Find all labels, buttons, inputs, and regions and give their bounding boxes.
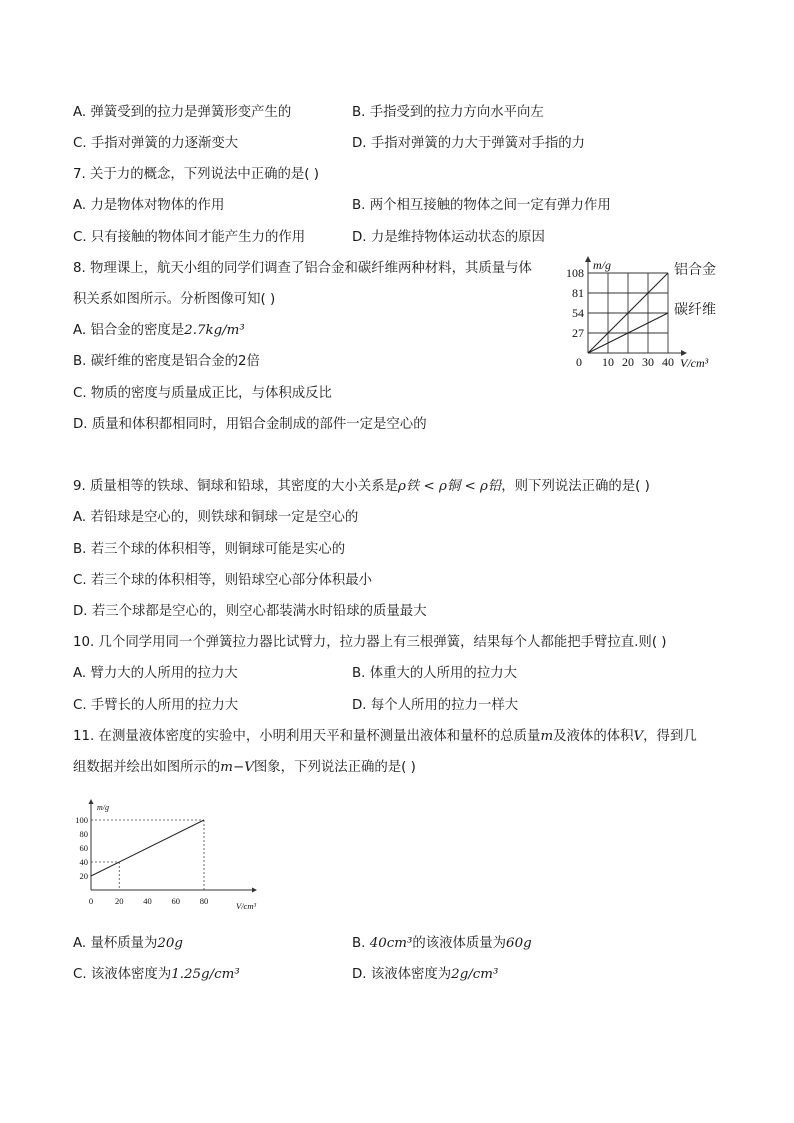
q10-option-b: B. 体重大的人所用的拉力大 <box>352 666 517 681</box>
x-tick-label: 0 <box>576 355 582 369</box>
q11-option-d <box>352 966 498 984</box>
x-tick-label: 20 <box>622 355 634 369</box>
q7-option-d: D. 力是维持物体运动状态的原因 <box>352 230 545 245</box>
y-axis-arrow <box>89 799 94 804</box>
q11-option-b-mass: 60g <box>506 936 532 951</box>
x-axis-arrow <box>252 888 257 893</box>
q11-option-a <box>73 935 183 953</box>
density-chart-aluminum-carbon <box>555 252 735 376</box>
q11-option-c-value: 1.25g/cm³ <box>171 967 240 982</box>
q9-stem-tail: ，则下列说法正确的是( ) <box>501 479 650 494</box>
y-tick-label: 100 <box>75 815 88 825</box>
q9-stem <box>73 478 650 496</box>
q11-stem-mid: 及液体的体积 <box>553 729 634 744</box>
q10-stem: 10. 几个同学用同一个弹簧拉力器比试臂力，拉力器上有三根弹簧，结果每个人都能把手臂拉直.则( ) <box>73 635 667 650</box>
x-tick-label: 10 <box>602 355 614 369</box>
q6-option-c: C. 手指对弹簧的力逐渐变大 <box>73 136 239 151</box>
q8-option-a <box>73 322 245 340</box>
x-tick-label: 0 <box>88 896 94 906</box>
q11-option-b-text: 的该液体质量为 <box>412 936 507 951</box>
q8-option-c: C. 物质的密度与质量成正比，与体积成反比 <box>73 386 332 401</box>
q8-option-d: D. 质量和体积都相同时，用铝合金制成的部件一定是空心的 <box>73 417 427 432</box>
q10-option-d: D. 每个人所用的拉力一样大 <box>352 698 519 713</box>
y-tick-label: 81 <box>572 286 584 300</box>
q9-option-a: A. 若铅球是空心的，则铁球和铜球一定是空心的 <box>73 510 359 525</box>
x-axis-label: V/cm³ <box>680 356 709 370</box>
q11-mv-symbol: m−V <box>220 760 254 775</box>
q6-option-b: B. 手指受到的拉力方向水平向左 <box>352 105 544 120</box>
y-tick-label: 20 <box>79 871 88 881</box>
series-line <box>91 820 204 876</box>
q11-stem2-tail: 图象，下列说法正确的是( ) <box>253 760 416 775</box>
y-tick-label: 54 <box>572 306 584 320</box>
q9-option-d: D. 若三个球都是空心的，则空心都装满水时铅球的质量最大 <box>73 604 427 619</box>
x-tick-label: 80 <box>199 896 209 906</box>
q8-option-a-text: A. 铝合金的密度是 <box>73 323 185 338</box>
x-tick-label: 20 <box>115 896 124 906</box>
q11-stem2-text: 组数据并绘出如图所示的 <box>73 760 221 775</box>
series-label: 铝合金 <box>674 263 716 278</box>
q7-stem: 7. 关于力的概念，下列说法中正确的是( ) <box>73 167 319 182</box>
x-tick-label: 30 <box>642 355 654 369</box>
q9-option-b: B. 若三个球的体积相等，则铜球可能是实心的 <box>73 542 346 557</box>
q8-stem-line2: 积关系如图所示。分析图像可知( ) <box>73 292 276 307</box>
x-tick-label: 40 <box>143 896 152 906</box>
q6-option-a: A. 弹簧受到的拉力是弹簧形变产生的 <box>73 105 292 120</box>
q11-stem-tail: ，得到几 <box>643 729 697 744</box>
x-tick-label: 60 <box>171 896 180 906</box>
q11-option-b <box>352 935 532 953</box>
q11-stem-line1 <box>73 728 697 746</box>
q9-option-c: C. 若三个球的体积相等，则铅球空心部分体积最小 <box>73 573 373 588</box>
y-tick-label: 40 <box>79 857 88 867</box>
y-tick-label: 60 <box>79 843 88 853</box>
q8-option-a-value: 2.7kg/m³ <box>184 323 245 338</box>
q7-option-c: C. 只有接触的物体间才能产生力的作用 <box>73 230 306 245</box>
y-axis-label: m/g <box>593 258 611 272</box>
mass-volume-chart <box>72 790 272 915</box>
q8-stem-line1: 8. 物理课上，航天小组的同学们调查了铝合金和碳纤维两种材料，其质量与体 <box>73 261 532 276</box>
q11-m-symbol: m <box>540 729 554 744</box>
q11-v-symbol: V <box>633 729 644 744</box>
q9-stem-text: 9. 质量相等的铁球、铜球和铅球，其密度的大小关系是 <box>73 479 399 494</box>
q11-option-d-text: D. 该液体密度为 <box>352 967 452 982</box>
y-tick-label: 27 <box>572 326 584 340</box>
y-axis-label: m/g <box>97 803 109 812</box>
x-axis-label: V/cm³ <box>236 901 257 911</box>
q11-option-c <box>73 966 240 984</box>
q10-option-c: C. 手臂长的人所用的拉力大 <box>73 698 239 713</box>
q11-option-a-text: A. 量杯质量为 <box>73 936 158 951</box>
q10-option-a: A. 臂力大的人所用的拉力大 <box>73 666 238 681</box>
q11-option-b-volume: 40cm³ <box>369 936 413 951</box>
q9-density-relation: ρ铁 < ρ铜 < ρ铅 <box>398 479 502 494</box>
q11-stem-text: 11. 在测量液体密度的实验中，小明利用天平和量杯测量出液体和量杯的总质量 <box>73 729 541 744</box>
q6-option-d: D. 手指对弹簧的力大于弹簧对手指的力 <box>352 136 586 151</box>
q7-option-a: A. 力是物体对物体的作用 <box>73 198 225 213</box>
q11-stem-line2 <box>73 759 416 777</box>
y-axis-arrow <box>585 256 591 262</box>
y-tick-label: 80 <box>79 829 88 839</box>
q8-option-b: B. 碳纤维的密度是铝合金的2倍 <box>73 354 260 369</box>
q11-option-d-value: 2g/cm³ <box>451 967 499 982</box>
x-tick-label: 40 <box>662 355 674 369</box>
q7-option-b: B. 两个相互接触的物体之间一定有弹力作用 <box>352 198 611 213</box>
q11-option-a-value: 20g <box>157 936 184 951</box>
y-tick-label: 108 <box>566 266 584 280</box>
series-label: 碳纤维 <box>674 303 716 318</box>
q11-option-c-text: C. 该液体密度为 <box>73 967 172 982</box>
q11-option-b-label: B. <box>352 936 370 951</box>
